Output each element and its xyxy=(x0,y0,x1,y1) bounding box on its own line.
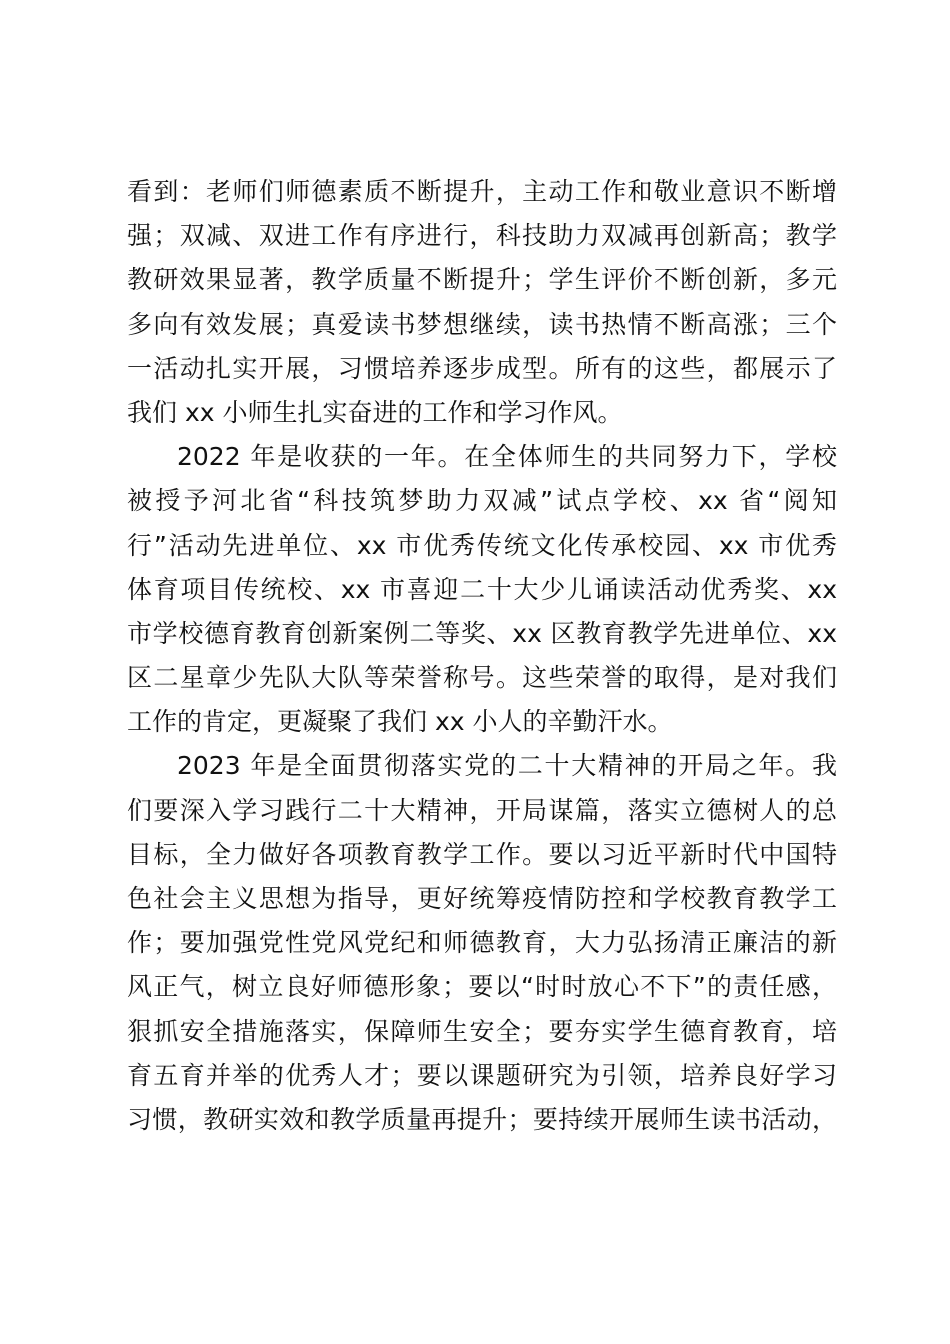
text-line: 们要深入学习践行二十大精神，开局谋篇，落实立德树人的总 xyxy=(127,795,837,825)
text-line: 工作的肯定，更凝聚了我们 xx 小人的辛勤汗水。 xyxy=(127,707,673,737)
text-line: 作；要加强党性党风党纪和师德教育，大力弘扬清正廉洁的新 xyxy=(127,928,837,958)
paragraph-1 xyxy=(127,170,837,435)
text-line: 教研效果显著，教学质量不断提升；学生评价不断创新，多元 xyxy=(127,265,837,295)
text-line: 体育项目传统校、xx 市喜迎二十大少儿诵读活动优秀奖、xx xyxy=(127,574,837,604)
text-line: 2023 年是全面贯彻落实党的二十大精神的开局之年。我 xyxy=(177,751,837,781)
text-line: 看到：老师们师德素质不断提升，主动工作和敬业意识不断增 xyxy=(127,177,837,206)
text-line: 区二星章少先队大队等荣誉称号。这些荣誉的取得，是对我们 xyxy=(127,663,837,693)
paragraph-3 xyxy=(127,744,837,1142)
text-line: 风正气，树立良好师德形象；要以“时时放心不下”的责任感， xyxy=(127,972,837,1002)
text-line: 狠抓安全措施落实，保障师生安全；要夯实学生德育教育，培 xyxy=(127,1016,837,1046)
text-line: 市学校德育教育创新案例二等奖、xx 区教育教学先进单位、xx xyxy=(127,618,837,648)
text-line: 多向有效发展；真爱读书梦想继续，读书热情不断高涨；三个 xyxy=(127,309,837,339)
text-line: 2022 年是收获的一年。在全体师生的共同努力下，学校 xyxy=(177,442,837,472)
text-line: 育五育并举的优秀人才；要以课题研究为引领，培养良好学习 xyxy=(127,1060,837,1090)
text-line: 一活动扎实开展，习惯培养逐步成型。所有的这些，都展示了 xyxy=(127,353,837,383)
text-line: 行”活动先进单位、xx 市优秀传统文化传承校园、xx 市优秀 xyxy=(127,530,837,560)
text-line: 我们 xx 小师生扎实奋进的工作和学习作风。 xyxy=(127,397,623,427)
text-line: 色社会主义思想为指导，更好统筹疫情防控和学校教育教学工 xyxy=(127,884,837,913)
body-text xyxy=(127,170,837,1142)
text-line: 被授予河北省“科技筑梦助力双减”试点学校、xx 省“阅知 xyxy=(127,486,837,516)
text-line: 目标，全力做好各项教育教学工作。要以习近平新时代中国特 xyxy=(127,839,837,869)
text-line: 习惯，教研实效和教学质量再提升；要持续开展师生读书活动， xyxy=(127,1104,837,1134)
text-line: 强；双减、双进工作有序进行，科技助力双减再创新高；教学 xyxy=(127,221,837,251)
paragraph-2 xyxy=(127,435,837,744)
